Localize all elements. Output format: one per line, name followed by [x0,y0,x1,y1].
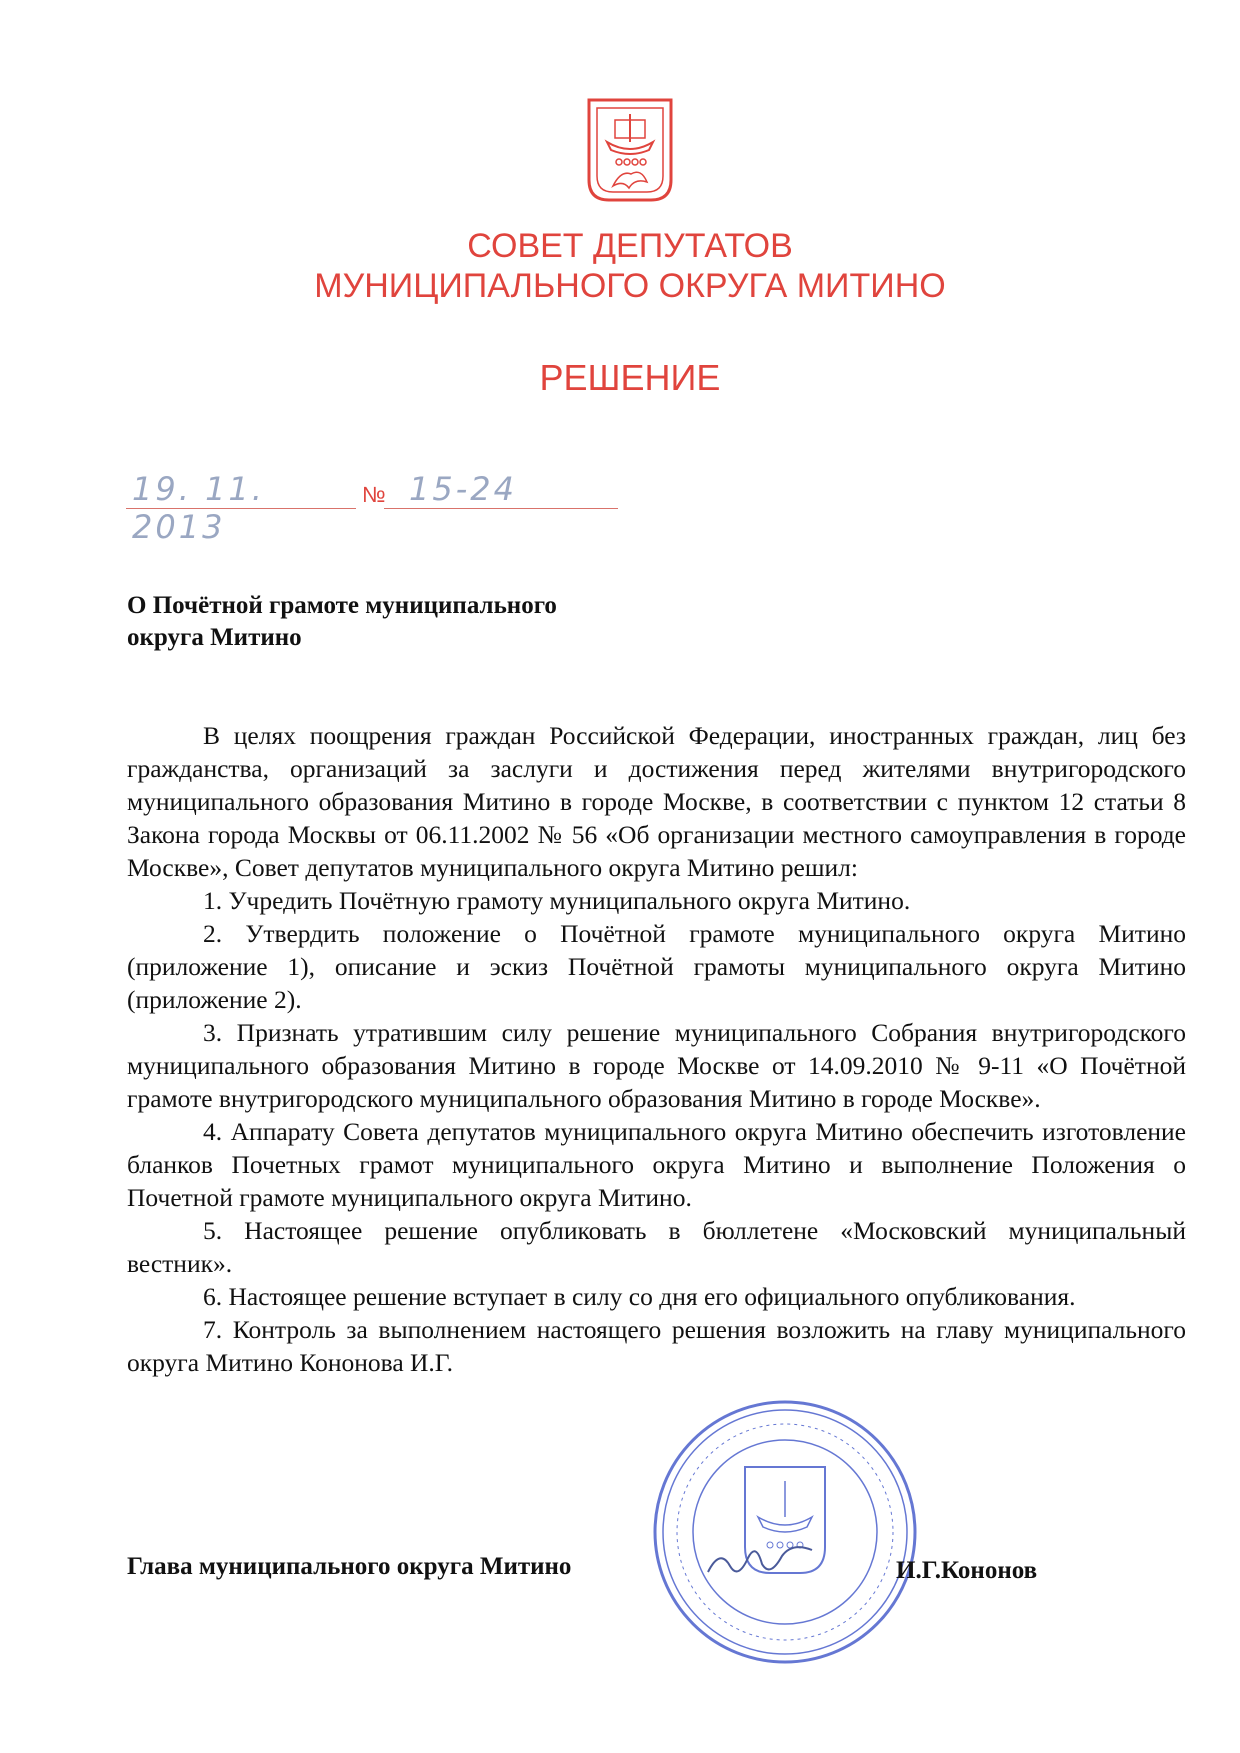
decision-item-3: 3. Признать утратившим силу решение муниципального Собрания внутригородского муниципального образования Митино в городе Москве от 14.09.2010 № 9-11 «О Почётной грамоте внутригородского муниципального образования Митино в городе Москве». [127,1018,1186,1113]
decision-item-1: 1. Учредить Почётную грамоту муниципального округа Митино. [203,886,911,915]
decision-item-6: 6. Настоящее решение вступает в силу со дня его официального опубликования. [203,1282,1076,1311]
document-type-title: РЕШЕНИЕ [539,357,721,398]
number-label: № [362,482,386,507]
subject-line1: О Почётной грамоте муниципального [127,592,557,619]
emblem-icon [585,96,675,206]
registration-line [126,470,646,546]
decision-item-5: 5. Настоящее решение опубликовать в бюллетене «Московский муниципальный вестник». [127,1216,1186,1278]
decision-item-7: 7. Контроль за выполнением настоящего решения возложить на главу муниципального округа Митино Кононова И.Г. [127,1315,1186,1377]
decision-item-4: 4. Аппарату Совета депутатов муниципального округа Митино обеспечить изготовление бланков Почетных грамот муниципального округа Митино и выполнение Положения о Почетной грамоте муниципального округа Митино. [127,1117,1186,1212]
number-underline [384,508,618,509]
signatory-name: И.Г.Кононов [896,1557,1038,1584]
date-underline [126,508,356,509]
council-name-line2: МУНИЦИПАЛЬНОГО ОКРУГА МИТИНО [314,267,946,305]
decision-date: 19. 11. 2013 [132,470,265,546]
subject-line2: округа Митино [127,624,302,651]
decision-item-2: 2. Утвердить положение о Почётной грамоте муниципального округа Митино (приложение 1), описание и эскиз Почётной грамоты муниципального округа Митино (приложение 2). [127,919,1186,1014]
handwritten-signature-icon [700,1528,820,1588]
council-name-line1: СОВЕТ ДЕПУТАТОВ [467,227,793,265]
decision-body [127,719,1186,1379]
preamble-paragraph: В целях поощрения граждан Российской Федерации, иностранных граждан, лиц без гражданства, организаций за заслуги и достижения перед жителями внутригородского муниципального образования Митино в городе Москве, в соответствии с пунктом 12 статьи 8 Закона города Москвы от 06.11.2002 № 56 «Об организации местного самоуправления в городе Москве», Совет депутатов муниципального округа Митино решил: [127,721,1186,882]
decision-number: 15-24 [409,470,517,508]
decision-subject [127,590,727,654]
signatory-title: Глава муниципального округа Митино [127,1553,572,1580]
